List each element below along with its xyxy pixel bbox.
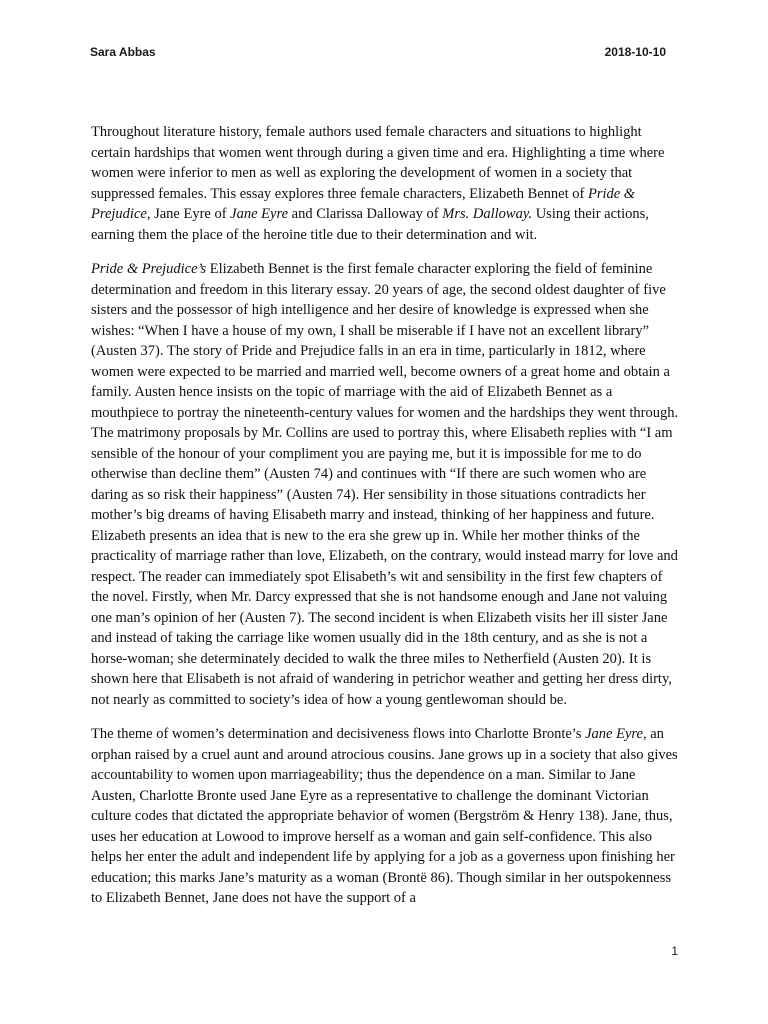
- document-date: 2018-10-10: [604, 45, 666, 59]
- text-run: The theme of women’s determination and decisiveness flows into Charlotte Bronte’s: [91, 726, 586, 742]
- title-mrs-dalloway: Mrs. Dalloway.: [442, 206, 533, 222]
- page-header: [90, 45, 678, 65]
- paragraph-intro: [91, 122, 679, 245]
- text-run: , an orphan raised by a cruel aunt and around atrocious cousins. Jane grows up in a society that also gives accountability to women upon marriageability; thus the dependence on a man. Similar to Jane Austen, Charlotte Bronte used Jane Eyre as a representative to challenge the dominant Victorian culture codes that dictated the appropriate behavior of women (Bergström & Henry 138). Jane, thus, uses her education at Lowood to improve herself as a woman and gain self-confidence. This also helps her enter the adult and independent life by applying for a job as a governess upon finishing her education; this marks Jane’s maturity as a woman (Brontë 86). Though similar in her outspokenness to Elizabeth Bennet, Jane does not have the support of a: [91, 726, 678, 906]
- title-jane-eyre: Jane Eyre: [230, 206, 289, 222]
- title-jane-eyre: Jane Eyre: [585, 726, 643, 742]
- page-number: 1: [671, 944, 678, 958]
- text-run: Elizabeth Bennet is the first female character exploring the field of feminine determination and freedom in this literary essay. 20 years of age, the second oldest daughter of five sisters and the possessor of high intelligence and her desire of knowledge is expressed when she wishes: “When I have a house of my own, I shall be miserable if I have not an excellent library” (Austen 37). The story of Pride and Prejudice falls in an era in time, particularly in 1812, where women were expected to be married and married well, become owners of a great home and obtain a family. Austen hence insists on the topic of marriage with the aid of Elizabeth Bennet as a mouthpiece to portray the nineteenth-century values for women and the hardships they went through. The matrimony proposals by Mr. Collins are used to portray this, where Elisabeth replies with “I am sensible of the honour of your compliment you are paying me, but it is impossible for me to do otherwise than decline them” (Austen 74) and continues with “If there are such women who are daring as so risk their happiness” (Austen 74). Her sensibility in those situations contradicts her mother’s big dreams of having Elisabeth marry and instead, thinking of her happiness and future. Elizabeth presents an idea that is new to the era she grew up in. While her mother thinks of the practicality of marriage rather than love, Elizabeth, on the contrary, would instead marry for love and respect. The reader can immediately spot Elisabeth’s wit and sensibility in the first few chapters of the novel. Firstly, when Mr. Darcy expressed that she is not handsome enough and Jane not valuing one man’s opinion of her (Austen 7). The second incident is when Elizabeth visits her ill sister Jane and instead of taking the carriage like women usually did in the 18th century, and as she is not a horse-woman; she determinately decided to walk the three miles to Netherfield (Austen 20). It is shown here that Elisabeth is not afraid of wandering in petrichor weather and getting her dress dirty, not nearly as committed to society’s idea of how a young gentlewoman should be.: [91, 261, 679, 708]
- text-run: and Clarissa Dalloway of: [288, 206, 443, 222]
- text-run: Throughout literature history, female authors used female characters and situations to highlight certain hardships that women went through during a given time and era. Highlighting a time where women were inferior to men as well as exploring the development of women in a society that suppressed females. This essay explores three female characters, Elizabeth Bennet of: [91, 124, 665, 202]
- text-run: Using their actions, earning them the place of the heroine title due to their determination and wit.: [91, 206, 649, 243]
- title-pride-prejudice: Pride & Prejudice’s: [91, 261, 207, 277]
- title-pride-prejudice: Pride & Prejudice: [91, 185, 636, 222]
- essay-body: [91, 122, 679, 923]
- paragraph-jane-eyre: [91, 724, 679, 909]
- author-name: Sara Abbas: [90, 45, 156, 59]
- text-run: , Jane Eyre of: [146, 206, 231, 222]
- paragraph-elizabeth-bennet: [91, 259, 679, 710]
